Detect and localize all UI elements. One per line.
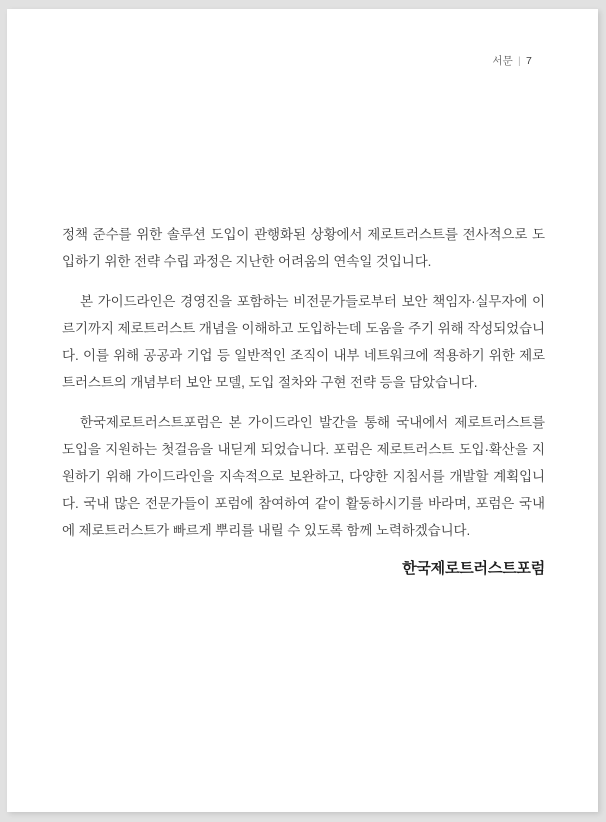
author-signature: 한국제로트러스트포럼 bbox=[402, 560, 545, 577]
header-section-label: 서문 bbox=[492, 55, 514, 67]
body-paragraph-1: 정책 준수를 위한 솔루션 도입이 관행화된 상황에서 제로트러스트를 전사적으로 도입하기 위한 전략 수립 과정은 지난한 어려움의 연속일 것입니다. bbox=[62, 227, 545, 269]
header-page-number: 7 bbox=[525, 55, 532, 67]
body-paragraph-2: 본 가이드라인은 경영진을 포함하는 비전문가들로부터 보안 책임자·실무자에 이르기까지 제로트러스트 개념을 이해하고 도입하는데 도움을 주기 위해 작성되었습니다. 이를 위해 공공과 기업 등 일반적인 조직이 내부 네트워크에 적용하기 위한 제로트러스트의 개념부터 보안 모델, 도입 절차와 구현 전략 등을 담았습니다. bbox=[62, 294, 545, 390]
page-body bbox=[62, 221, 545, 578]
running-header bbox=[492, 53, 532, 68]
header-separator: | bbox=[518, 55, 521, 67]
body-paragraph-3: 한국제로트러스트포럼은 본 가이드라인 발간을 통해 국내에서 제로트러스트를 도입을 지원하는 첫걸음을 내딛게 되었습니다. 포럼은 제로트러스트 도입·확산을 지원하기 위해 가이드라인을 지속적으로 보완하고, 다양한 지침서를 개발할 계획입니다. 국내 많은 전문가들이 포럼에 참여하여 같이 활동하시기를 바라며, 포럼은 국내에 제로트러스트가 빠르게 뿌리를 내릴 수 있도록 함께 노력하겠습니다. bbox=[62, 415, 545, 538]
document-page bbox=[7, 9, 598, 812]
